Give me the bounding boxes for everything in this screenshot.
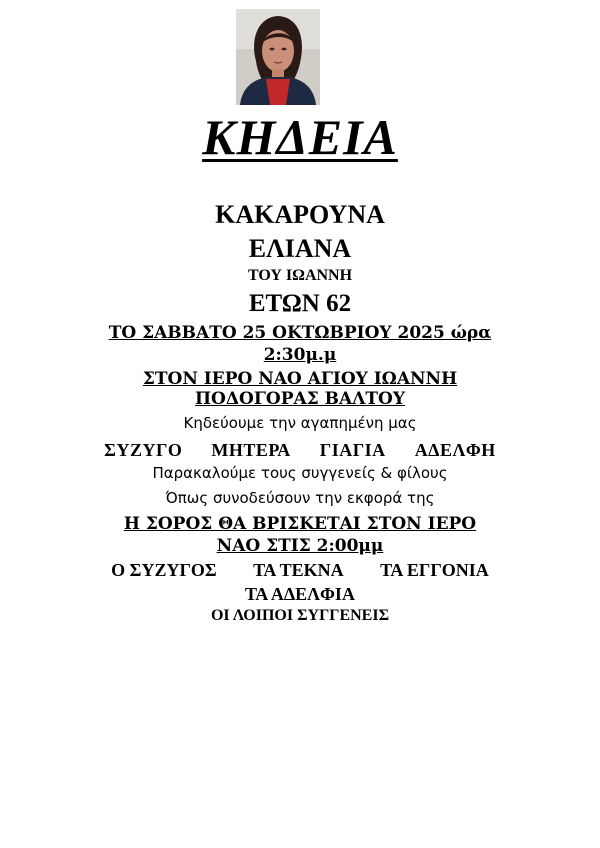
deceased-surname: ΚΑΚΑΡΟΥΝΑ [215,200,385,229]
mourners-siblings: ΤΑ ΑΔΕΛΦΙΑ [245,584,355,604]
escort-line: Όπως συνοδεύσουν την εκφορά της [165,489,435,507]
mourners-relatives: ΟΙ ΛΟΙΠΟΙ ΣΥΓΓΕΝΕΙΣ [210,607,390,624]
bury-line: Κηδεύουμε την αγαπημένη μας [183,414,417,432]
portrait-photo [236,9,320,105]
portrait-icon [236,9,320,105]
role-item: ΣΥΖΥΓΟ [104,440,183,460]
deceased-father: ΤΟΥ ΙΩΑΝΝΗ [247,267,353,284]
body-location-line-1: Η ΣΟΡΟΣ ΘΑ ΒΡΙΣΚΕΤΑΙ ΣΤΟΝ ΙΕΡΟ [123,514,477,534]
page-title: ΚΗΔΕΙΑ [202,109,398,165]
invite-line: Παρακαλούμε τους συγγενείς & φίλους [152,464,448,482]
mourner-item: Ο ΣΥΖΥΓΟΣ [111,560,217,580]
mourners-family-row [0,560,600,581]
service-date-line-1: ΤΟ ΣΑΒΒΑΤΟ 25 ΟΚΤΩΒΡΙΟΥ 2025 ώρα [108,323,492,343]
deceased-first-name: ΕΛΙΑΝΑ [248,234,352,263]
deceased-age: ΕΤΩΝ 62 [248,290,352,317]
mourner-item: ΤΑ ΕΓΓΟΝΙΑ [380,560,489,580]
church-line-2: ΠΟΔΟΓΟΡΑΣ ΒΑΛΤΟΥ [195,389,405,409]
service-date-line-2: 2:30μ.μ [263,345,337,365]
body-location-line-2: ΝΑΟ ΣΤΙΣ 2:00μμ [216,536,384,556]
roles-row [0,440,600,461]
role-item: ΓΙΑΓΙΑ [319,440,386,460]
mourner-item: ΤΑ ΤΕΚΝΑ [253,560,344,580]
church-line-1: ΣΤΟΝ ΙΕΡΟ ΝΑΟ ΑΓΙΟΥ ΙΩΑΝΝΗ [142,369,458,389]
role-item: ΑΔΕΛΦΗ [414,440,496,460]
role-item: ΜΗΤΕΡΑ [211,440,291,460]
